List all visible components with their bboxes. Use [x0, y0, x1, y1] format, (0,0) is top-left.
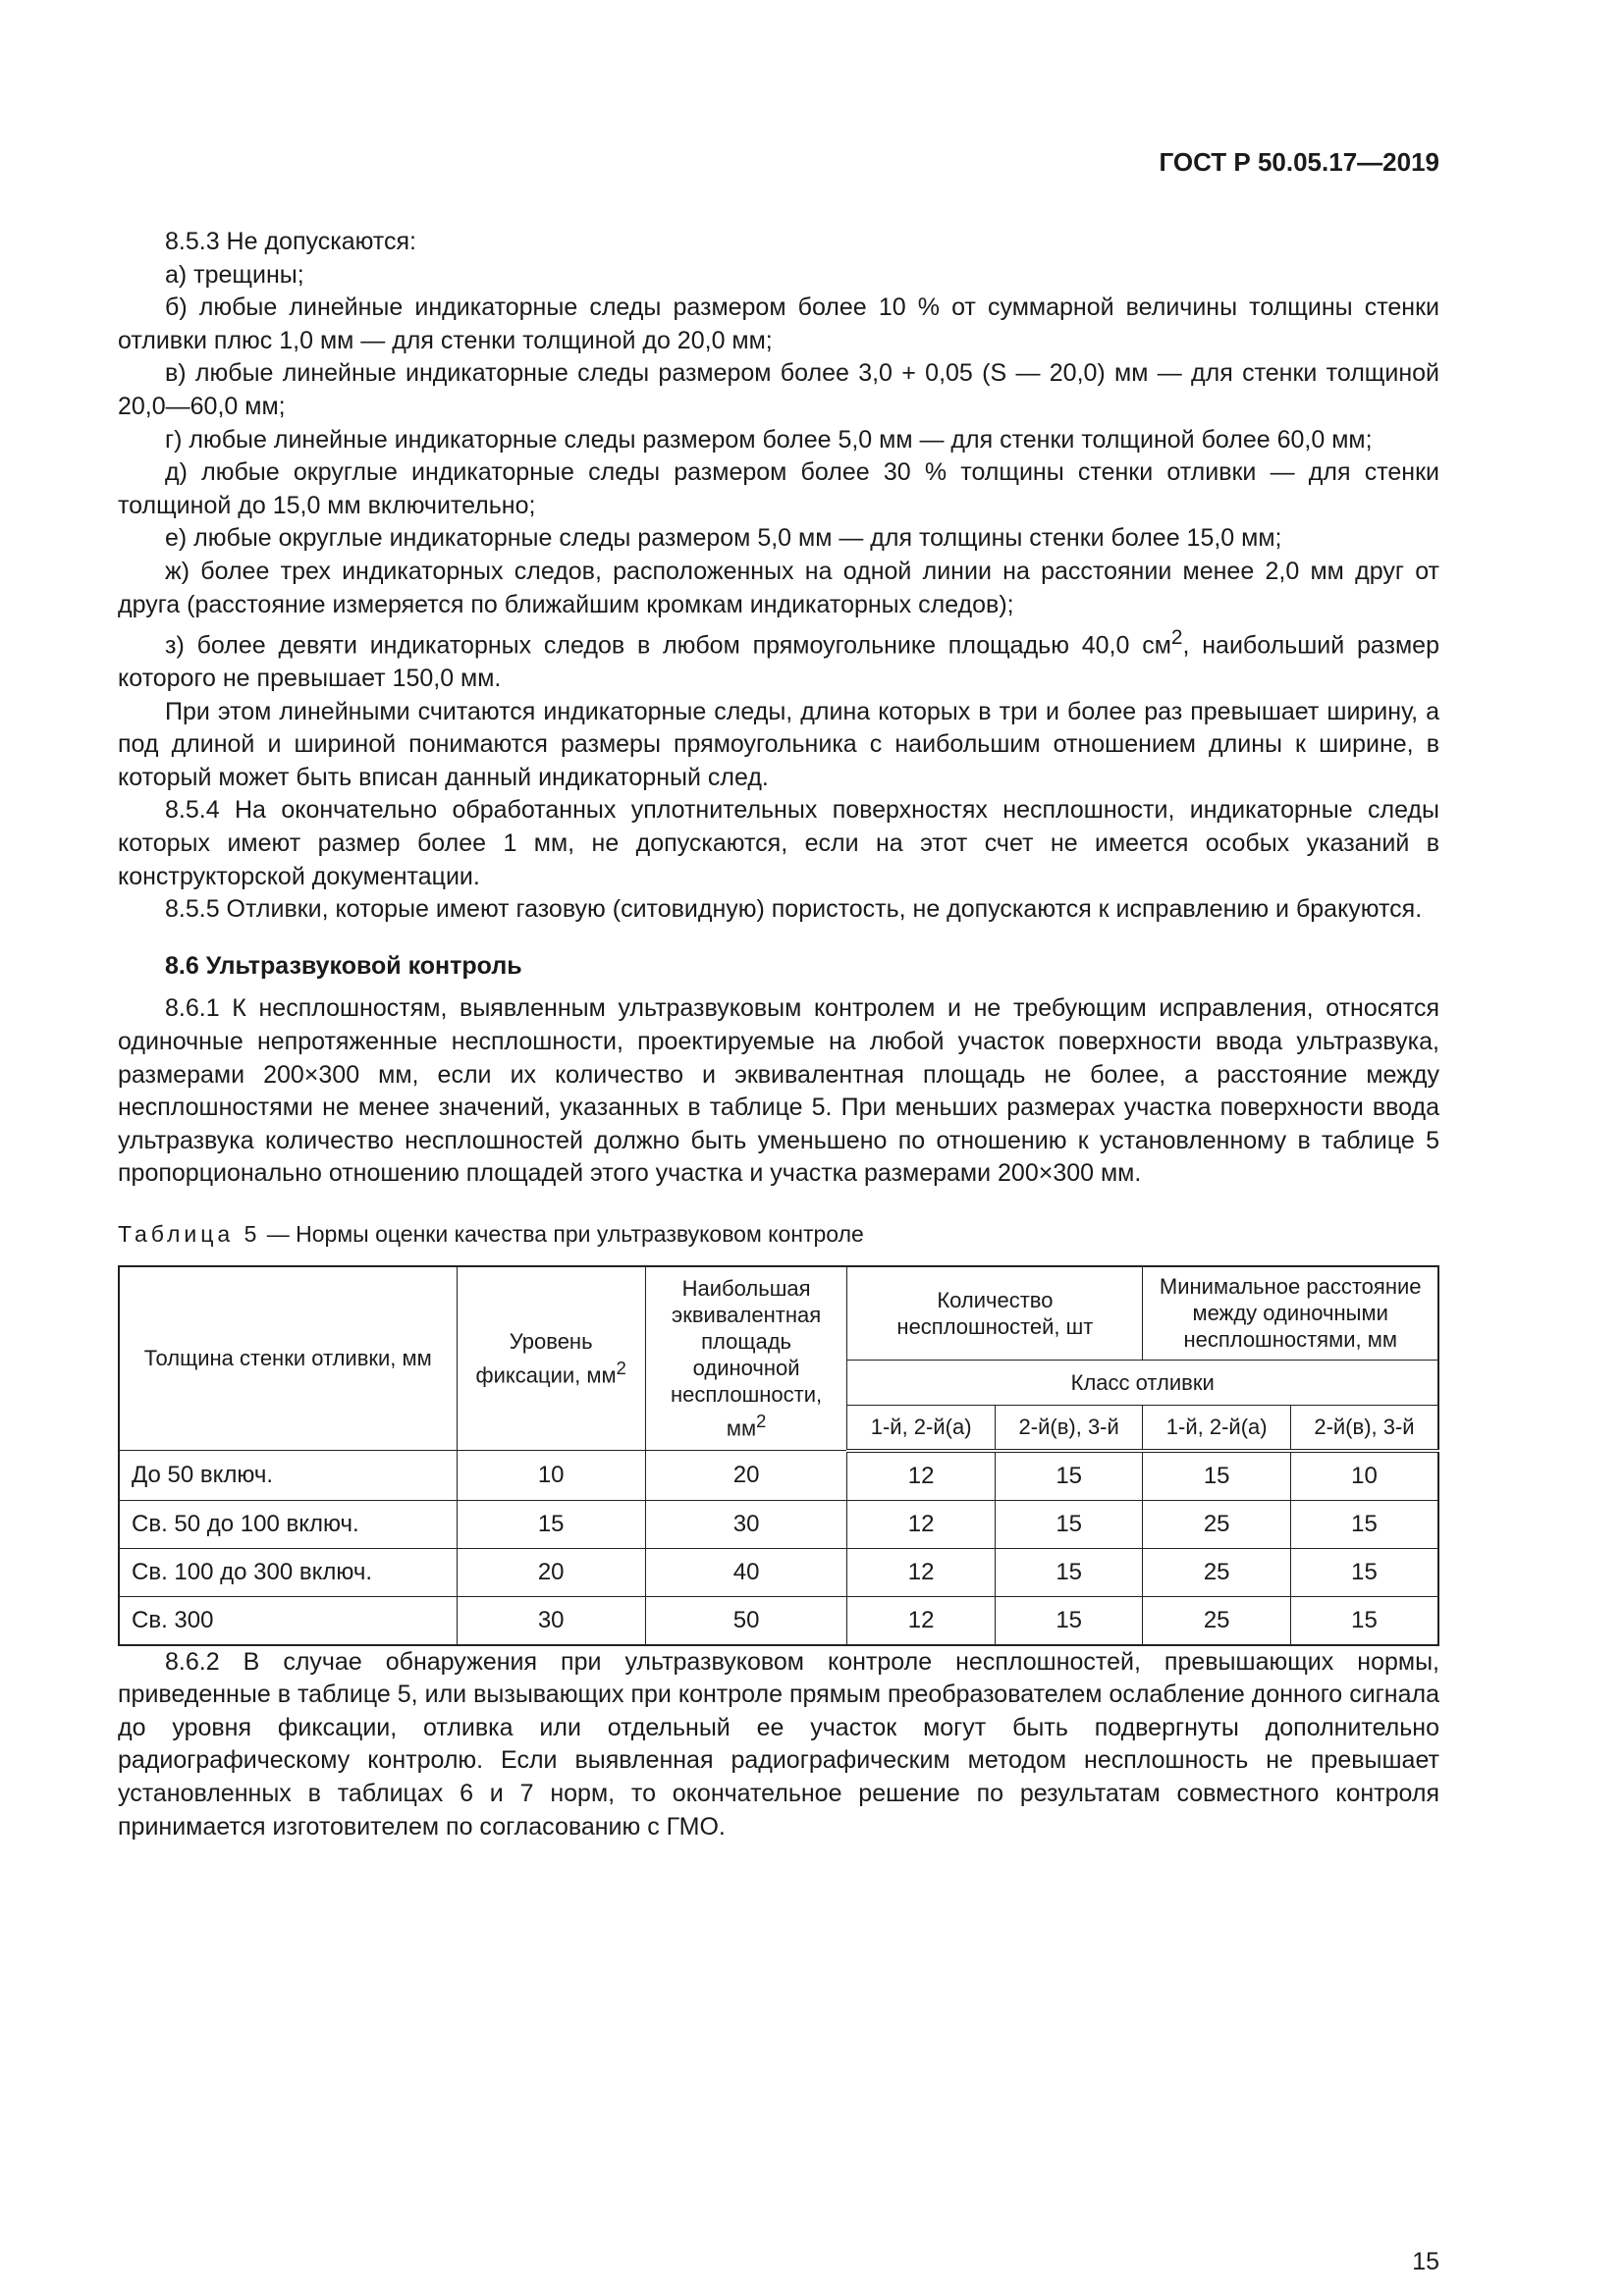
paragraph: 8.6.1 К несплошностям, выявленным ультразвуковым контролем и не требующим исправления, относятся одиночные непротяженные несплошности, проектируемые на любой участок поверхности ввода ультразвука, размерами 200×300 мм, если их количество и эквивалентная площадь не более, а расстояние между несплошностями не менее значений, указанных в таблице 5. При меньших размерах участка поверхности ввода ультразвука количество несплошностей должно быть уменьшено по отношению к установленному в таблице 5 пропорционально отношению площадей этого участка и участка размерами 200×300 мм.	[118, 994, 1439, 1188]
header-class: Класс отливки	[847, 1361, 1438, 1406]
paragraph: 8.6.2 В случае обнаружения при ультразвуковом контроле несплошностей, превышающих нормы, приведенные в таблице 5, или вызывающих при контроле прямым преобразователем ослабление донного сигнала до уровня фиксации, отливка или отдельный ее участок могут быть подвергнуты дополнительно радиографическому контролю. Если выявленная радиографическим методом несплошность не превышает установленных в таблицах 6 и 7 норм, то окончательное решение по результатам совместного контроля принимается изготовителем по согласованию с ГМО.	[118, 1647, 1439, 1841]
paragraph: в) любые линейные индикаторные следы размером более 3,0 + 0,05 (S — 20,0) мм — для стенки толщиной 20,0—60,0 мм;	[118, 359, 1439, 420]
table-cell: 12	[847, 1596, 996, 1645]
paragraph: 8.5.5 Отливки, которые имеют газовую (ситовидную) пористость, не допускаются к исправлению и бракуются.	[165, 895, 1423, 924]
paragraph: 8.5.4 На окончательно обработанных уплотнительных поверхностях несплошности, индикаторные следы которых имеют размер более 1 мм, не допускаются, если на этот счет не имеется особых указаний в конструкторской документации.	[118, 796, 1439, 890]
page-number: 15	[1412, 2248, 1439, 2275]
header-sub: 2-й(в), 3-й	[995, 1406, 1143, 1451]
table-cell: 25	[1143, 1596, 1291, 1645]
section-title: 8.6 Ультразвуковой контроль	[165, 951, 522, 980]
header-level	[457, 1266, 645, 1451]
header-sub: 2-й(в), 3-й	[1290, 1406, 1438, 1451]
document-header: ГОСТ Р 50.05.17—2019	[1159, 147, 1439, 177]
table-cell: 12	[847, 1500, 996, 1548]
table-cell: 15	[1290, 1548, 1438, 1596]
table-cell: 40	[645, 1548, 847, 1596]
table-cell: Св. 50 до 100 включ.	[119, 1500, 457, 1548]
header-sub: 1-й, 2-й(а)	[847, 1406, 996, 1451]
table-caption	[118, 1218, 1439, 1252]
table-cell: Св. 300	[119, 1596, 457, 1645]
table-cell: 12	[847, 1451, 996, 1501]
page-content	[118, 226, 1439, 1843]
superscript: 2	[616, 1358, 626, 1379]
text: з) более девяти индикаторных следов в любом прямоугольнике площадью 40,0 см	[165, 631, 1171, 660]
table-cell: 30	[457, 1596, 645, 1645]
paragraph: При этом линейными считаются индикаторные следы, длина которых в три и более раз превышает ширину, а под длиной и шириной понимаются размеры прямоугольника с наибольшим отношением длины к ширине, в который может быть вписан данный индикаторный след.	[118, 697, 1439, 791]
table-row	[119, 1500, 1438, 1548]
paragraph: а) трещины;	[165, 260, 304, 289]
paragraph-z	[118, 621, 1439, 696]
text: Наибольшая эквивалентная площадь одиночной несплошности, мм	[671, 1276, 823, 1441]
header-sub: 1-й, 2-й(а)	[1143, 1406, 1291, 1451]
table-cell: 25	[1143, 1548, 1291, 1596]
table-cell: 15	[995, 1451, 1143, 1501]
table-cell: 15	[995, 1596, 1143, 1645]
table-cell: 15	[1143, 1451, 1291, 1501]
table-cell: 10	[457, 1451, 645, 1501]
caption-text: — Нормы оценки качества при ультразвуковом контроле	[260, 1220, 864, 1247]
table-cell: До 50 включ.	[119, 1451, 457, 1501]
header-distance: Минимальное расстояние между одиночными несплошностями, мм	[1143, 1266, 1438, 1361]
paragraph: г) любые линейные индикаторные следы размером более 5,0 мм — для стенки толщиной более 60,0 мм;	[165, 425, 1373, 454]
table-row	[119, 1548, 1438, 1596]
table-cell: 20	[457, 1548, 645, 1596]
table-cell: 15	[995, 1500, 1143, 1548]
table-cell: 30	[645, 1500, 847, 1548]
table-cell: 15	[1290, 1500, 1438, 1548]
table-5	[118, 1265, 1439, 1646]
superscript: 2	[756, 1411, 767, 1432]
table-cell: 10	[1290, 1451, 1438, 1501]
paragraph: б) любые линейные индикаторные следы размером более 10 % от суммарной величины толщины стенки отливки плюс 1,0 мм — для стенки толщиной до 20,0 мм;	[118, 294, 1439, 354]
paragraph: д) любые округлые индикаторные следы размером более 30 % толщины стенки отливки — для стенки толщиной до 15,0 мм включительно;	[118, 458, 1439, 519]
table-row	[119, 1596, 1438, 1645]
header-thickness: Толщина стенки отливки, мм	[119, 1266, 457, 1451]
header-area	[645, 1266, 847, 1451]
table-cell: 12	[847, 1548, 996, 1596]
table-cell: 15	[457, 1500, 645, 1548]
table-row	[119, 1451, 1438, 1501]
table-cell: 25	[1143, 1500, 1291, 1548]
caption-label: Таблица 5	[118, 1220, 261, 1247]
paragraph: ж) более трех индикаторных следов, расположенных на одной линии на расстоянии менее 2,0 мм друг от друга (расстояние измеряется по ближайшим кромкам индикаторных следов);	[118, 557, 1439, 618]
header-count: Количество несплошностей, шт	[847, 1266, 1143, 1361]
table-cell: 15	[1290, 1596, 1438, 1645]
text: , наибольший размер которого не превышает 150,0 мм.	[118, 631, 1439, 693]
paragraph: е) любые округлые индикаторные следы размером 5,0 мм — для толщины стенки более 15,0 мм;	[165, 524, 1282, 553]
superscript: 2	[1170, 626, 1183, 650]
paragraph: 8.5.3 Не допускаются:	[165, 228, 416, 255]
table-cell: Св. 100 до 300 включ.	[119, 1548, 457, 1596]
table-cell: 15	[995, 1548, 1143, 1596]
text: Уровень фиксации, мм	[475, 1329, 617, 1388]
table-cell: 50	[645, 1596, 847, 1645]
table-cell: 20	[645, 1451, 847, 1501]
